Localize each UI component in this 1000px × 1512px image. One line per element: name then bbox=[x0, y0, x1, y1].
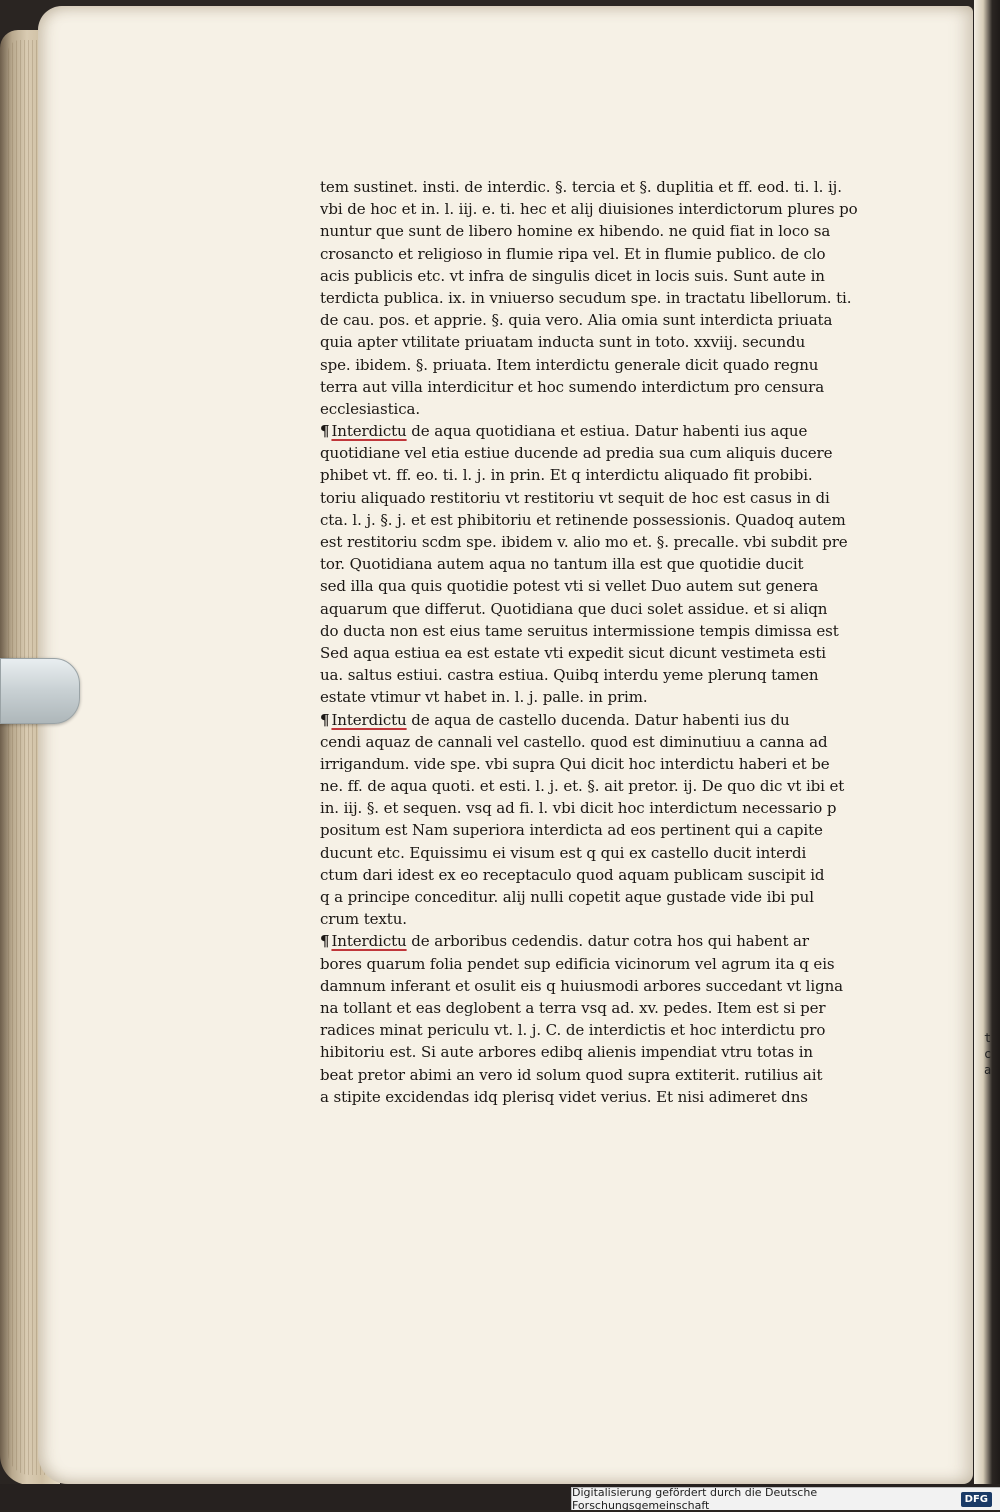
section-heading-text: Interdictu de aqua de castello ducenda. Datur habenti ius du bbox=[331, 710, 790, 729]
text-line: vbi de hoc et in. l. iij. e. ti. hec et alij diuisiones interdictorum plures po bbox=[320, 200, 858, 219]
text-line: aquarum que differut. Quotidiana que duci solet assidue. et si aliqn bbox=[320, 599, 828, 618]
section-heading-line bbox=[320, 930, 920, 952]
text-line: acis publicis etc. vt infra de singulis dicet in locis suis. Sunt aute in bbox=[320, 266, 825, 285]
text-line: spe. ibidem. §. priuata. Item interdictu generale dicit quado regnu bbox=[320, 355, 819, 374]
text-line: crum textu. bbox=[320, 910, 407, 929]
text-line: toriu aliquado restitoriu vt restitoriu vt sequit de hoc est casus in di bbox=[320, 488, 830, 507]
text-line: sed illa qua quis quotidie potest vti si vellet Duo autem sut genera bbox=[320, 577, 819, 596]
text-line: de cau. pos. et apprie. §. quia vero. Alia omia sunt interdicta priuata bbox=[320, 311, 833, 330]
text-line: ecclesiastica. bbox=[320, 399, 421, 418]
text-line: tor. Quotidiana autem aqua no tantum illa est que quotidie ducit bbox=[320, 555, 804, 574]
text-line: phibet vt. ff. eo. ti. l. j. in prin. Et q interdictu aliquado fit probibi. bbox=[320, 466, 813, 485]
pilcrow-icon: ¶ bbox=[320, 932, 330, 951]
margin-letter: c bbox=[984, 1047, 992, 1061]
text-line: radices minat periculu vt. l. j. C. de interdictis et hoc interdictu pro bbox=[320, 1021, 826, 1040]
text-line: estate vtimur vt habet in. l. j. palle. in prim. bbox=[320, 688, 648, 707]
text-line: positum est Nam superiora interdicta ad eos pertinent qui a capite bbox=[320, 821, 823, 840]
text-line: hibitoriu est. Si aute arbores edibq alienis impendiat vtru totas in bbox=[320, 1043, 813, 1062]
text-line: terdicta publica. ix. in vniuerso secudum spe. in tractatu libellorum. ti. bbox=[320, 288, 852, 307]
dfg-logo-icon: DFG bbox=[961, 1492, 992, 1507]
digitization-credit-bar bbox=[571, 1487, 1000, 1510]
rubricated-word: Interdictu bbox=[331, 932, 407, 951]
text-line: ua. saltus estiui. castra estiua. Quibq interdu yeme plerunq tamen bbox=[320, 666, 819, 685]
text-line: a stipite excidendas idq plerisq videt verius. Et nisi adimeret dns bbox=[320, 1087, 808, 1106]
text-line: beat pretor abimi an vero id solum quod supra extiterit. rutilius ait bbox=[320, 1065, 823, 1084]
text-line: tem sustinet. insti. de interdic. §. tercia et §. duplitia et ff. eod. ti. l. ij. bbox=[320, 178, 842, 196]
margin-letter: t bbox=[984, 1031, 992, 1045]
text-line: damnum inferant et osulit eis q huiusmodi arbores succedant vt ligna bbox=[320, 976, 843, 995]
text-line: q a principe conceditur. alij nulli copetit aque gustade vide ibi pul bbox=[320, 888, 814, 906]
text-line: terra aut villa interdicitur et hoc sumendo interdictum pro censura bbox=[320, 377, 825, 396]
section-heading-text: Interdictu de arboribus cedendis. datur cotra hos qui habent ar bbox=[331, 932, 809, 951]
section-heading-text: Interdictu de aqua quotidiana et estiua. Datur habenti ius aque bbox=[331, 422, 808, 441]
text-line: ne. ff. de aqua quoti. et esti. l. j. et. §. ait pretor. ij. De quo dic vt ibi et bbox=[320, 777, 845, 796]
text-line: cendi aquaz de cannali vel castello. quod est diminutiuu a canna ad bbox=[320, 732, 828, 751]
bookmark-tab bbox=[0, 658, 80, 724]
facing-page-edge bbox=[974, 0, 1000, 1510]
text-line: nuntur que sunt de libero homine ex hibendo. ne quid fiat in loco sa bbox=[320, 222, 831, 241]
pilcrow-icon: ¶ bbox=[320, 422, 330, 441]
text-line: crosancto et religioso in flumie ripa vel. Et in flumie publico. de clo bbox=[320, 244, 826, 263]
facing-page-margin-text bbox=[984, 1030, 1000, 1078]
text-line: ctum dari idest ex eo receptaculo quod aquam publicam suscipit id bbox=[320, 865, 825, 884]
section-heading-line bbox=[320, 709, 920, 731]
text-line: irrigandum. vide spe. vbi supra Qui dicit hoc interdictu haberi et be bbox=[320, 754, 830, 773]
rubricated-word: Interdictu bbox=[331, 710, 407, 729]
text-line: bores quarum folia pendet sup edificia vicinorum vel agrum ita q eis bbox=[320, 954, 835, 973]
text-line: Sed aqua estiua ea est estate vti expedit sicut dicunt vestimeta esti bbox=[320, 643, 826, 662]
pilcrow-icon: ¶ bbox=[320, 710, 330, 729]
text-line: ducunt etc. Equissimu ei visum est q qui ex castello ducit interdi bbox=[320, 843, 807, 862]
digitization-credit-text: Digitalisierung gefördert durch die Deutsche Forschungsgemeinschaft bbox=[572, 1486, 818, 1512]
text-line: est restitoriu scdm spe. ibidem v. alio mo et. §. precalle. vbi subdit pre bbox=[320, 533, 848, 551]
margin-letter: a bbox=[984, 1063, 992, 1077]
text-line: quia apter vtilitate priuatam inducta sunt in toto. xxviij. secundu bbox=[320, 333, 806, 352]
text-line: do ducta non est eius tame seruitus intermissione tempis dimissa est bbox=[320, 621, 839, 640]
section-heading-line bbox=[320, 420, 920, 442]
text-line: cta. l. j. §. j. et est phibitoriu et retinende possessionis. Quadoq autem bbox=[320, 510, 846, 529]
text-line: quotidiane vel etia estiue ducende ad predia sua cum aliquis ducere bbox=[320, 444, 833, 463]
rubricated-word: Interdictu bbox=[331, 422, 407, 441]
incunable-text-block bbox=[320, 176, 920, 1108]
text-line: na tollant et eas deglobent a terra vsq ad. xv. pedes. Item est si per bbox=[320, 998, 826, 1017]
text-line: in. iij. §. et sequen. vsq ad fi. l. vbi dicit hoc interdictum necessario p bbox=[320, 799, 837, 818]
